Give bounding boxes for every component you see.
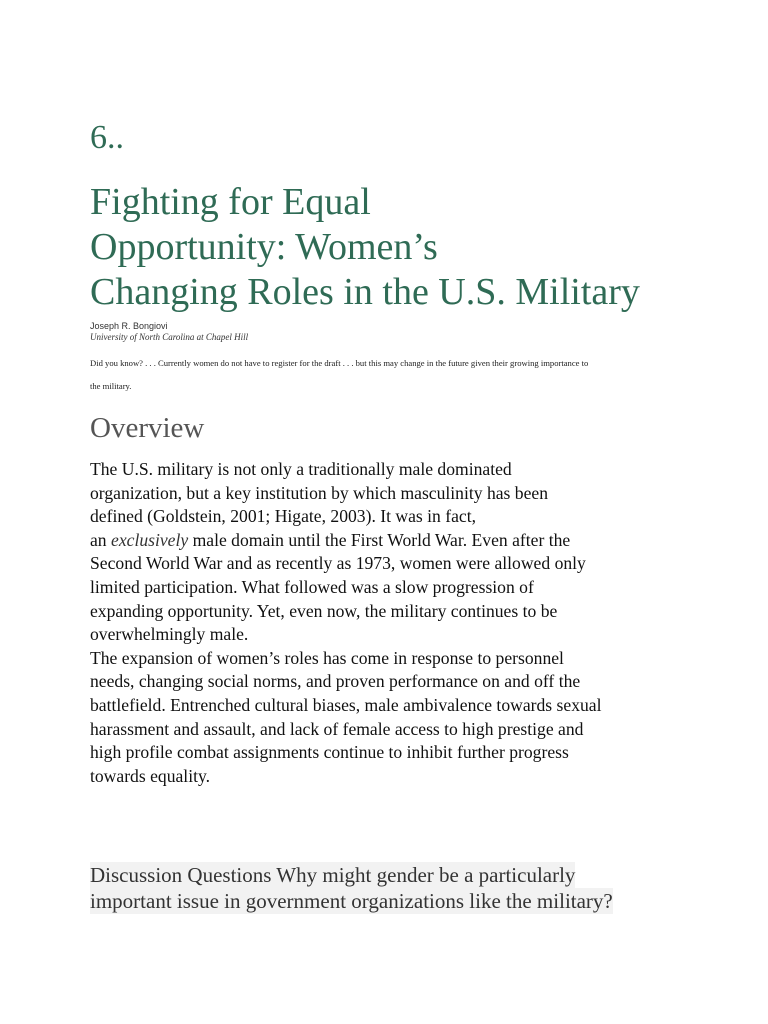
body-line: The expansion of women’s roles has come in response to personnel: [90, 647, 564, 668]
chapter-title: [90, 180, 730, 315]
body-text-fragment: an: [90, 529, 112, 550]
overview-body: [90, 458, 700, 788]
chapter-title-line: Changing Roles in the U.S. Military: [90, 271, 640, 313]
author-name: Joseph R. Bongiovi: [90, 321, 168, 331]
body-line: expanding opportunity. Yet, even now, the military continues to be: [90, 600, 558, 621]
chapter-number: 6..: [90, 119, 124, 156]
body-line: needs, changing social norms, and proven performance on and off the: [90, 671, 581, 692]
body-line: battlefield. Entrenched cultural biases, male ambivalence towards sexual: [90, 694, 602, 715]
did-you-know-note: [90, 352, 690, 398]
body-line: Second World War and as recently as 1973, women were allowed only: [90, 553, 586, 574]
body-line: towards equality.: [90, 765, 211, 786]
body-text-fragment: male domain until the First World War. Even after the: [188, 529, 571, 550]
discussion-questions: [90, 862, 690, 914]
body-line: The U.S. military is not only a traditionally male dominated: [90, 459, 512, 479]
chapter-title-line: Opportunity: Women’s: [90, 226, 438, 268]
body-line: defined (Goldstein, 2001; Higate, 2003). It was in fact,: [90, 506, 476, 527]
overview-heading: Overview: [90, 412, 205, 444]
did-you-know-line: the military.: [90, 381, 132, 391]
discussion-line: Discussion Questions Why might gender be a particularly: [90, 863, 576, 887]
chapter-title-line: Fighting for Equal: [90, 181, 371, 223]
emphasis-text: exclusively: [111, 529, 189, 550]
body-line-with-emphasis: [90, 529, 700, 553]
author-affiliation: University of North Carolina at Chapel Hill: [90, 332, 249, 342]
body-line: limited participation. What followed was a slow progression of: [90, 576, 534, 597]
body-line: high profile combat assignments continue to inhibit further progress: [90, 742, 569, 763]
did-you-know-line: Did you know? . . . Currently women do not have to register for the draft . . . but this may change in the future given their growing importance to: [90, 358, 589, 368]
body-line: harassment and assault, and lack of female access to high prestige and: [90, 718, 584, 739]
body-line: overwhelmingly male.: [90, 624, 249, 645]
body-line: organization, but a key institution by which masculinity has been: [90, 482, 549, 503]
discussion-line: important issue in government organizations like the military?: [90, 889, 613, 913]
